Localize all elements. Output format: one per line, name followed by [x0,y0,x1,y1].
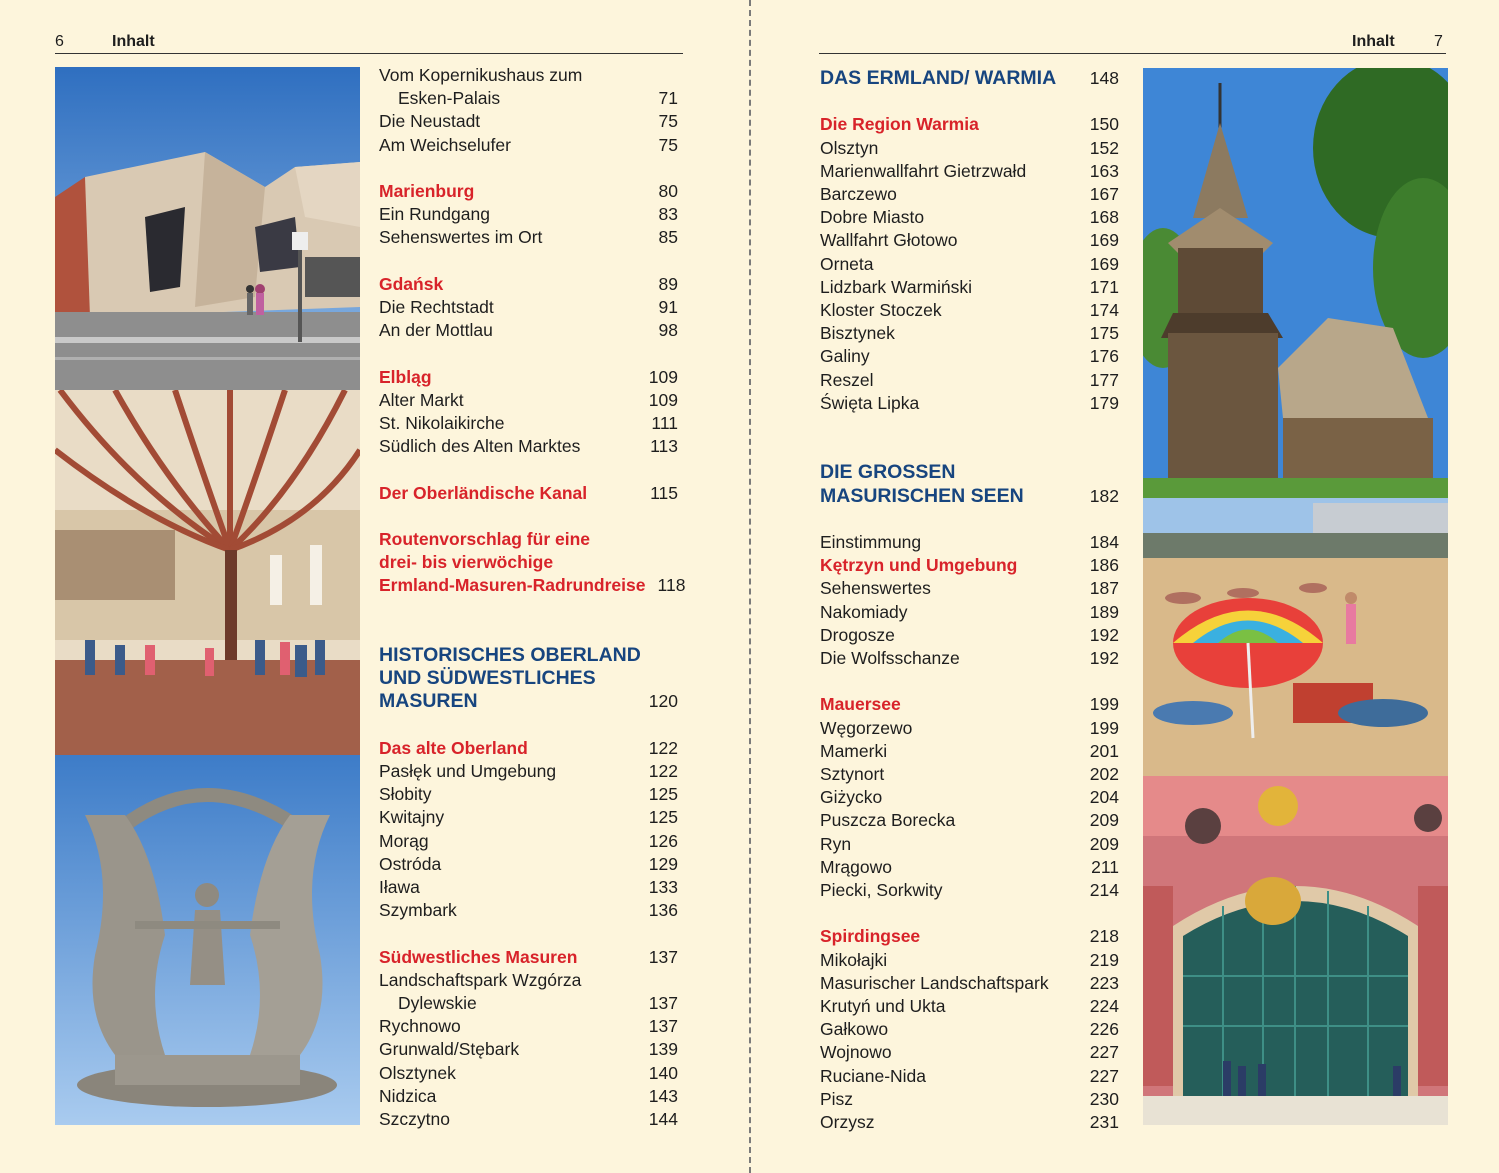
toc-entry[interactable]: Mamerki 201 [820,740,1119,761]
toc-entry[interactable]: Olsztyn 152 [820,137,1119,158]
toc-section-heading[interactable]: drei- bis vierwöchige [379,552,554,573]
toc-entry[interactable]: Szczytno 144 [379,1109,678,1130]
toc-entry[interactable]: Grunwald/Stębark 139 [379,1039,678,1060]
toc-entry[interactable]: Nidzica 143 [379,1085,678,1106]
toc-section-heading[interactable]: Ermland-Masuren-Radrundreise 118 [379,575,686,596]
toc-region-heading[interactable]: UND SÜDWESTLICHES [379,667,596,690]
toc-section-heading[interactable]: Der Oberländische Kanal 115 [379,482,678,503]
toc-entry[interactable]: Gałkowo 226 [820,1019,1119,1040]
toc-entry[interactable]: Krutyń und Ukta 224 [820,996,1119,1017]
toc-region-heading[interactable]: DIE GROSSEN [820,461,956,484]
toc-entry[interactable]: Morąg 126 [379,830,678,851]
toc-entry[interactable]: Barczewo 167 [820,184,1119,204]
toc-entry[interactable]: Rychnowo 137 [379,1016,678,1037]
photo-wooden-bell-tower [1143,68,1448,498]
toc-entry[interactable]: Ostróda 129 [379,853,678,874]
toc-entry[interactable]: Esken-Palais 71 [398,88,678,109]
toc-entry[interactable]: Masurischer Landschaftspark 223 [820,972,1119,993]
photo-modern-building [55,67,360,390]
toc-entry[interactable]: An der Mottlau 98 [379,320,678,341]
toc-entry[interactable]: Alter Markt 109 [379,389,678,410]
toc-entry[interactable]: Nakomiady 189 [820,601,1119,622]
toc-region-heading[interactable]: DAS ERMLAND/ WARMIA 148 [820,67,1119,89]
toc-entry[interactable]: St. Nikolaikirche 111 [379,413,678,433]
toc-entry[interactable]: Ein Rundgang 83 [379,204,678,225]
right-page-header: Inhalt [1352,33,1395,50]
toc-entry[interactable]: Vom Kopernikushaus zum [379,65,583,85]
toc-entry[interactable]: Wojnowo 227 [820,1042,1119,1063]
toc-entry[interactable]: Sehenswertes 187 [820,578,1119,599]
toc-entry[interactable]: Pisz 230 [820,1088,1119,1109]
toc-section-heading[interactable]: Gdańsk 89 [379,273,678,294]
toc-section-heading[interactable]: Elbląg 109 [379,366,678,387]
left-page-header: Inhalt [112,33,155,50]
toc-section-heading[interactable]: Die Region Warmia 150 [820,114,1119,135]
toc-section-heading[interactable]: Kętrzyn und Umgebung 186 [820,555,1119,576]
toc-entry[interactable]: Dobre Miasto 168 [820,207,1119,228]
toc-entry[interactable]: Reszel 177 [820,369,1119,390]
toc-entry[interactable]: Einstimmung 184 [820,532,1119,553]
toc-entry[interactable]: Lidzbark Warmiński 171 [820,276,1119,297]
toc-entry[interactable]: Olsztynek 140 [379,1062,678,1083]
toc-entry[interactable]: Kloster Stoczek 174 [820,300,1119,321]
photo-beach-umbrella [1143,498,1448,776]
toc-entry[interactable]: Südlich des Alten Marktes 113 [379,436,678,457]
toc-entry[interactable]: Kwitajny 125 [379,807,678,828]
toc-entry[interactable]: Wallfahrt Głotowo 169 [820,230,1119,251]
toc-entry[interactable]: Sehenswertes im Ort 85 [379,227,678,248]
toc-entry[interactable]: Mikołajki 219 [820,949,1119,970]
toc-region-heading[interactable]: MASURISCHEN SEEN 182 [820,484,1119,507]
toc-entry[interactable]: Giżycko 204 [820,787,1119,808]
toc-section-heading[interactable]: Südwestliches Masuren 137 [379,946,678,967]
photo-gothic-hall [55,390,360,755]
toc-entry[interactable]: Piecki, Sorkwity 214 [820,880,1119,901]
toc-entry[interactable]: Orneta 169 [820,253,1119,274]
toc-entry[interactable]: Am Weichselufer 75 [379,134,678,155]
right-page-number: 7 [1434,33,1443,50]
toc-entry[interactable]: Szymbark 136 [379,900,678,921]
toc-entry[interactable]: Węgorzewo 199 [820,717,1119,738]
toc-entry[interactable]: Puszcza Borecka 209 [820,810,1119,831]
left-page-number: 6 [55,33,64,50]
toc-section-heading[interactable]: Marienburg 80 [379,181,678,201]
toc-entry[interactable]: Landschaftspark Wzgórza [379,969,582,990]
right-table-of-contents [820,67,1119,1134]
toc-entry[interactable]: Drogosze 192 [820,624,1119,645]
toc-entry[interactable]: Iława 133 [379,877,678,897]
toc-entry[interactable]: Sztynort 202 [820,764,1119,785]
toc-entry[interactable]: Orzysz 231 [820,1112,1119,1133]
page-gutter [749,0,751,1173]
toc-entry[interactable]: Die Neustadt 75 [379,111,678,132]
toc-section-heading[interactable]: Routenvorschlag für eine [379,528,591,549]
toc-section-heading[interactable]: Das alte Oberland 122 [379,737,678,758]
toc-entry[interactable]: Die Rechtstadt 91 [379,297,678,317]
right-header-rule [819,53,1446,54]
toc-entry[interactable]: Ryn 209 [820,833,1119,854]
toc-region-heading[interactable]: MASUREN 120 [379,690,678,713]
toc-entry[interactable]: Galiny 176 [820,346,1119,367]
left-table-of-contents [379,64,686,1131]
toc-entry[interactable]: Święta Lipka 179 [820,392,1119,413]
toc-region-heading[interactable]: HISTORISCHES OBERLAND [379,643,641,666]
toc-entry[interactable]: Słobity 125 [379,784,678,805]
toc-entry[interactable]: Die Wolfsschanze 192 [820,648,1119,669]
photo-baroque-gate [1143,776,1448,1125]
left-header-rule [55,53,683,54]
toc-section-heading[interactable]: Spirdingsee 218 [820,926,1119,947]
toc-entry[interactable]: Pasłęk und Umgebung 122 [379,760,678,781]
toc-section-heading[interactable]: Mauersee 199 [820,694,1119,715]
toc-entry[interactable]: Dylewskie 137 [398,993,678,1013]
toc-entry[interactable]: Marienwallfahrt Gietrzwałd 163 [820,160,1119,181]
toc-entry[interactable]: Bisztynek 175 [820,323,1119,344]
toc-entry[interactable]: Ruciane-Nida 227 [820,1065,1119,1086]
toc-entry[interactable]: Mrągowo 211 [820,856,1119,877]
photo-statue-mermaids [55,755,360,1125]
